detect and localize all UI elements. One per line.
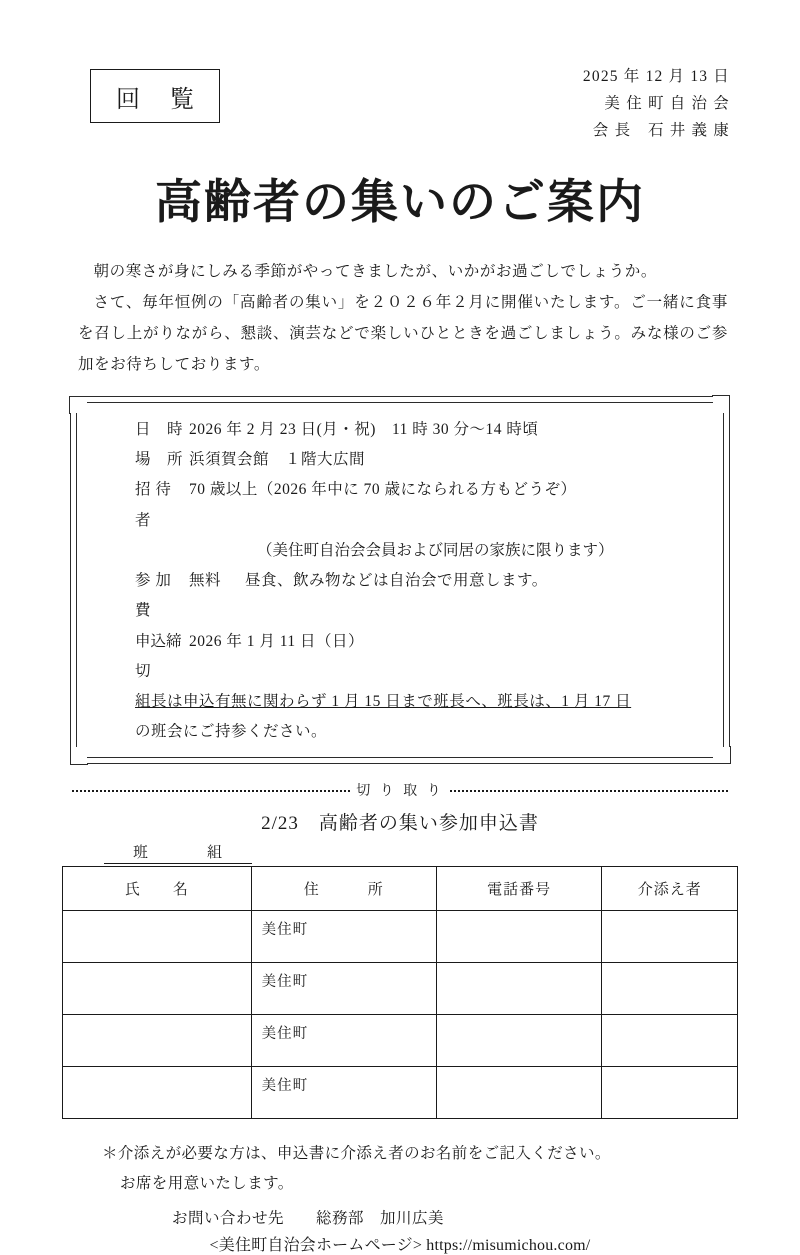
cut-dots-right <box>450 790 728 792</box>
column-header-tel: 電話番号 <box>436 867 601 911</box>
kumi-label: 組 <box>206 845 223 862</box>
footer-notes <box>62 1139 738 1198</box>
chairperson-name: 会 長 石 井 義 康 <box>592 122 730 140</box>
cell-name[interactable] <box>63 1067 252 1119</box>
detail-value-datetime: 2026 年 2 月 23 日(月・祝) 11 時 30 分〜14 時頃 <box>189 421 539 438</box>
homepage-url[interactable]: <美住町自治会ホームページ> https://misumichou.com/ <box>209 1237 591 1255</box>
intro-text <box>62 256 738 380</box>
detail-value-deadline: 2026 年 1 月 11 日（日） <box>189 632 365 650</box>
detail-row-place <box>97 445 703 475</box>
contact-info: お問い合わせ先 総務部 加川広美 <box>172 1210 445 1228</box>
cell-helper[interactable] <box>602 963 738 1015</box>
detail-row-deadline <box>97 627 703 687</box>
cut-dots-left <box>72 790 350 792</box>
table-row <box>63 1015 738 1067</box>
cell-tel[interactable] <box>436 963 601 1015</box>
document-header <box>62 55 738 151</box>
cell-address[interactable]: 美住町 <box>251 1015 436 1067</box>
detail-value-guests-sub: （美住町自治会会員および同居の家族に限ります） <box>257 541 614 559</box>
detail-row-fee <box>97 566 703 626</box>
application-table <box>62 866 738 1119</box>
detail-value-fee: 無料 昼食、飲み物などは自治会で用意します。 <box>189 572 548 590</box>
column-header-address: 住 所 <box>251 867 436 911</box>
detail-row-guests <box>97 475 703 535</box>
han-label: 班 <box>132 845 149 862</box>
column-header-helper: 介添え者 <box>602 867 738 911</box>
cell-address[interactable]: 美住町 <box>251 911 436 963</box>
detail-note-line1: 組長は申込有無に関わらず 1 月 15 日まで班長へ、班長は、1 月 17 日 <box>135 692 632 710</box>
detail-row-datetime <box>97 415 703 445</box>
organization-name: 美 住 町 自 治 会 <box>604 95 730 113</box>
corner-ornament-bottom-right <box>713 747 730 764</box>
detail-label-fee: 参 加 費 <box>135 572 172 620</box>
issue-date: 2025 年 12 月 13 日 <box>582 68 730 85</box>
table-row <box>63 963 738 1015</box>
cell-address[interactable]: 美住町 <box>251 963 436 1015</box>
detail-label-guests: 招 待 者 <box>135 481 172 529</box>
cell-name[interactable] <box>63 1015 252 1067</box>
table-header-row <box>63 867 738 911</box>
circulation-stamp: 回 覧 <box>90 69 220 123</box>
cell-tel[interactable] <box>436 1015 601 1067</box>
detail-note-line2: の班会にご持参ください。 <box>135 723 328 741</box>
cell-tel[interactable] <box>436 911 601 963</box>
corner-ornament-top-right <box>713 396 730 413</box>
cell-name[interactable] <box>63 911 252 963</box>
corner-ornament-bottom-left <box>70 747 87 764</box>
detail-label-deadline: 申込締切 <box>135 632 182 680</box>
page-title: 高齢者の集いのご案内 <box>155 175 645 230</box>
form-title: 2/23 高齢者の集い参加申込書 <box>261 813 539 835</box>
corner-ornament-top-left <box>70 396 87 413</box>
header-meta <box>583 63 730 144</box>
intro-paragraph-2: さて、毎年恒例の「高齢者の集い」を２０２６年２月に開催いたします。ご一緒に食事を召し上がりながら、懇談、演芸などで楽しいひとときを過ごしましょう。みな様のご参加をお待ちしております。 <box>78 294 728 373</box>
cell-address[interactable]: 美住町 <box>251 1067 436 1119</box>
detail-label-datetime: 日 時 <box>135 421 184 438</box>
note-helper-line2: お席を用意いたします。 <box>120 1174 294 1192</box>
cell-helper[interactable] <box>602 911 738 963</box>
cell-helper[interactable] <box>602 1015 738 1067</box>
event-details-box <box>70 396 730 764</box>
table-row <box>63 1067 738 1119</box>
note-helper-line1: ＊介添えが必要な方は、申込書に介添え者のお名前をご記入ください。 <box>102 1145 611 1163</box>
cut-here-divider <box>72 780 728 800</box>
intro-paragraph-1: 朝の寒さが身にしみる季節がやってきましたが、いかがお過ごしでしょうか。 <box>93 263 658 280</box>
table-row <box>63 911 738 963</box>
cut-label: 切 り 取 り <box>356 784 444 800</box>
cell-tel[interactable] <box>436 1067 601 1119</box>
detail-value-place: 浜須賀会館 １階大広間 <box>189 451 366 469</box>
column-header-name: 氏 名 <box>63 867 252 911</box>
detail-value-guests: 70 歳以上（2026 年中に 70 歳になられる方もどうぞ） <box>189 481 577 499</box>
cell-helper[interactable] <box>602 1067 738 1119</box>
group-number-field[interactable] <box>104 841 252 864</box>
detail-label-place: 場 所 <box>135 451 184 469</box>
cell-name[interactable] <box>63 963 252 1015</box>
